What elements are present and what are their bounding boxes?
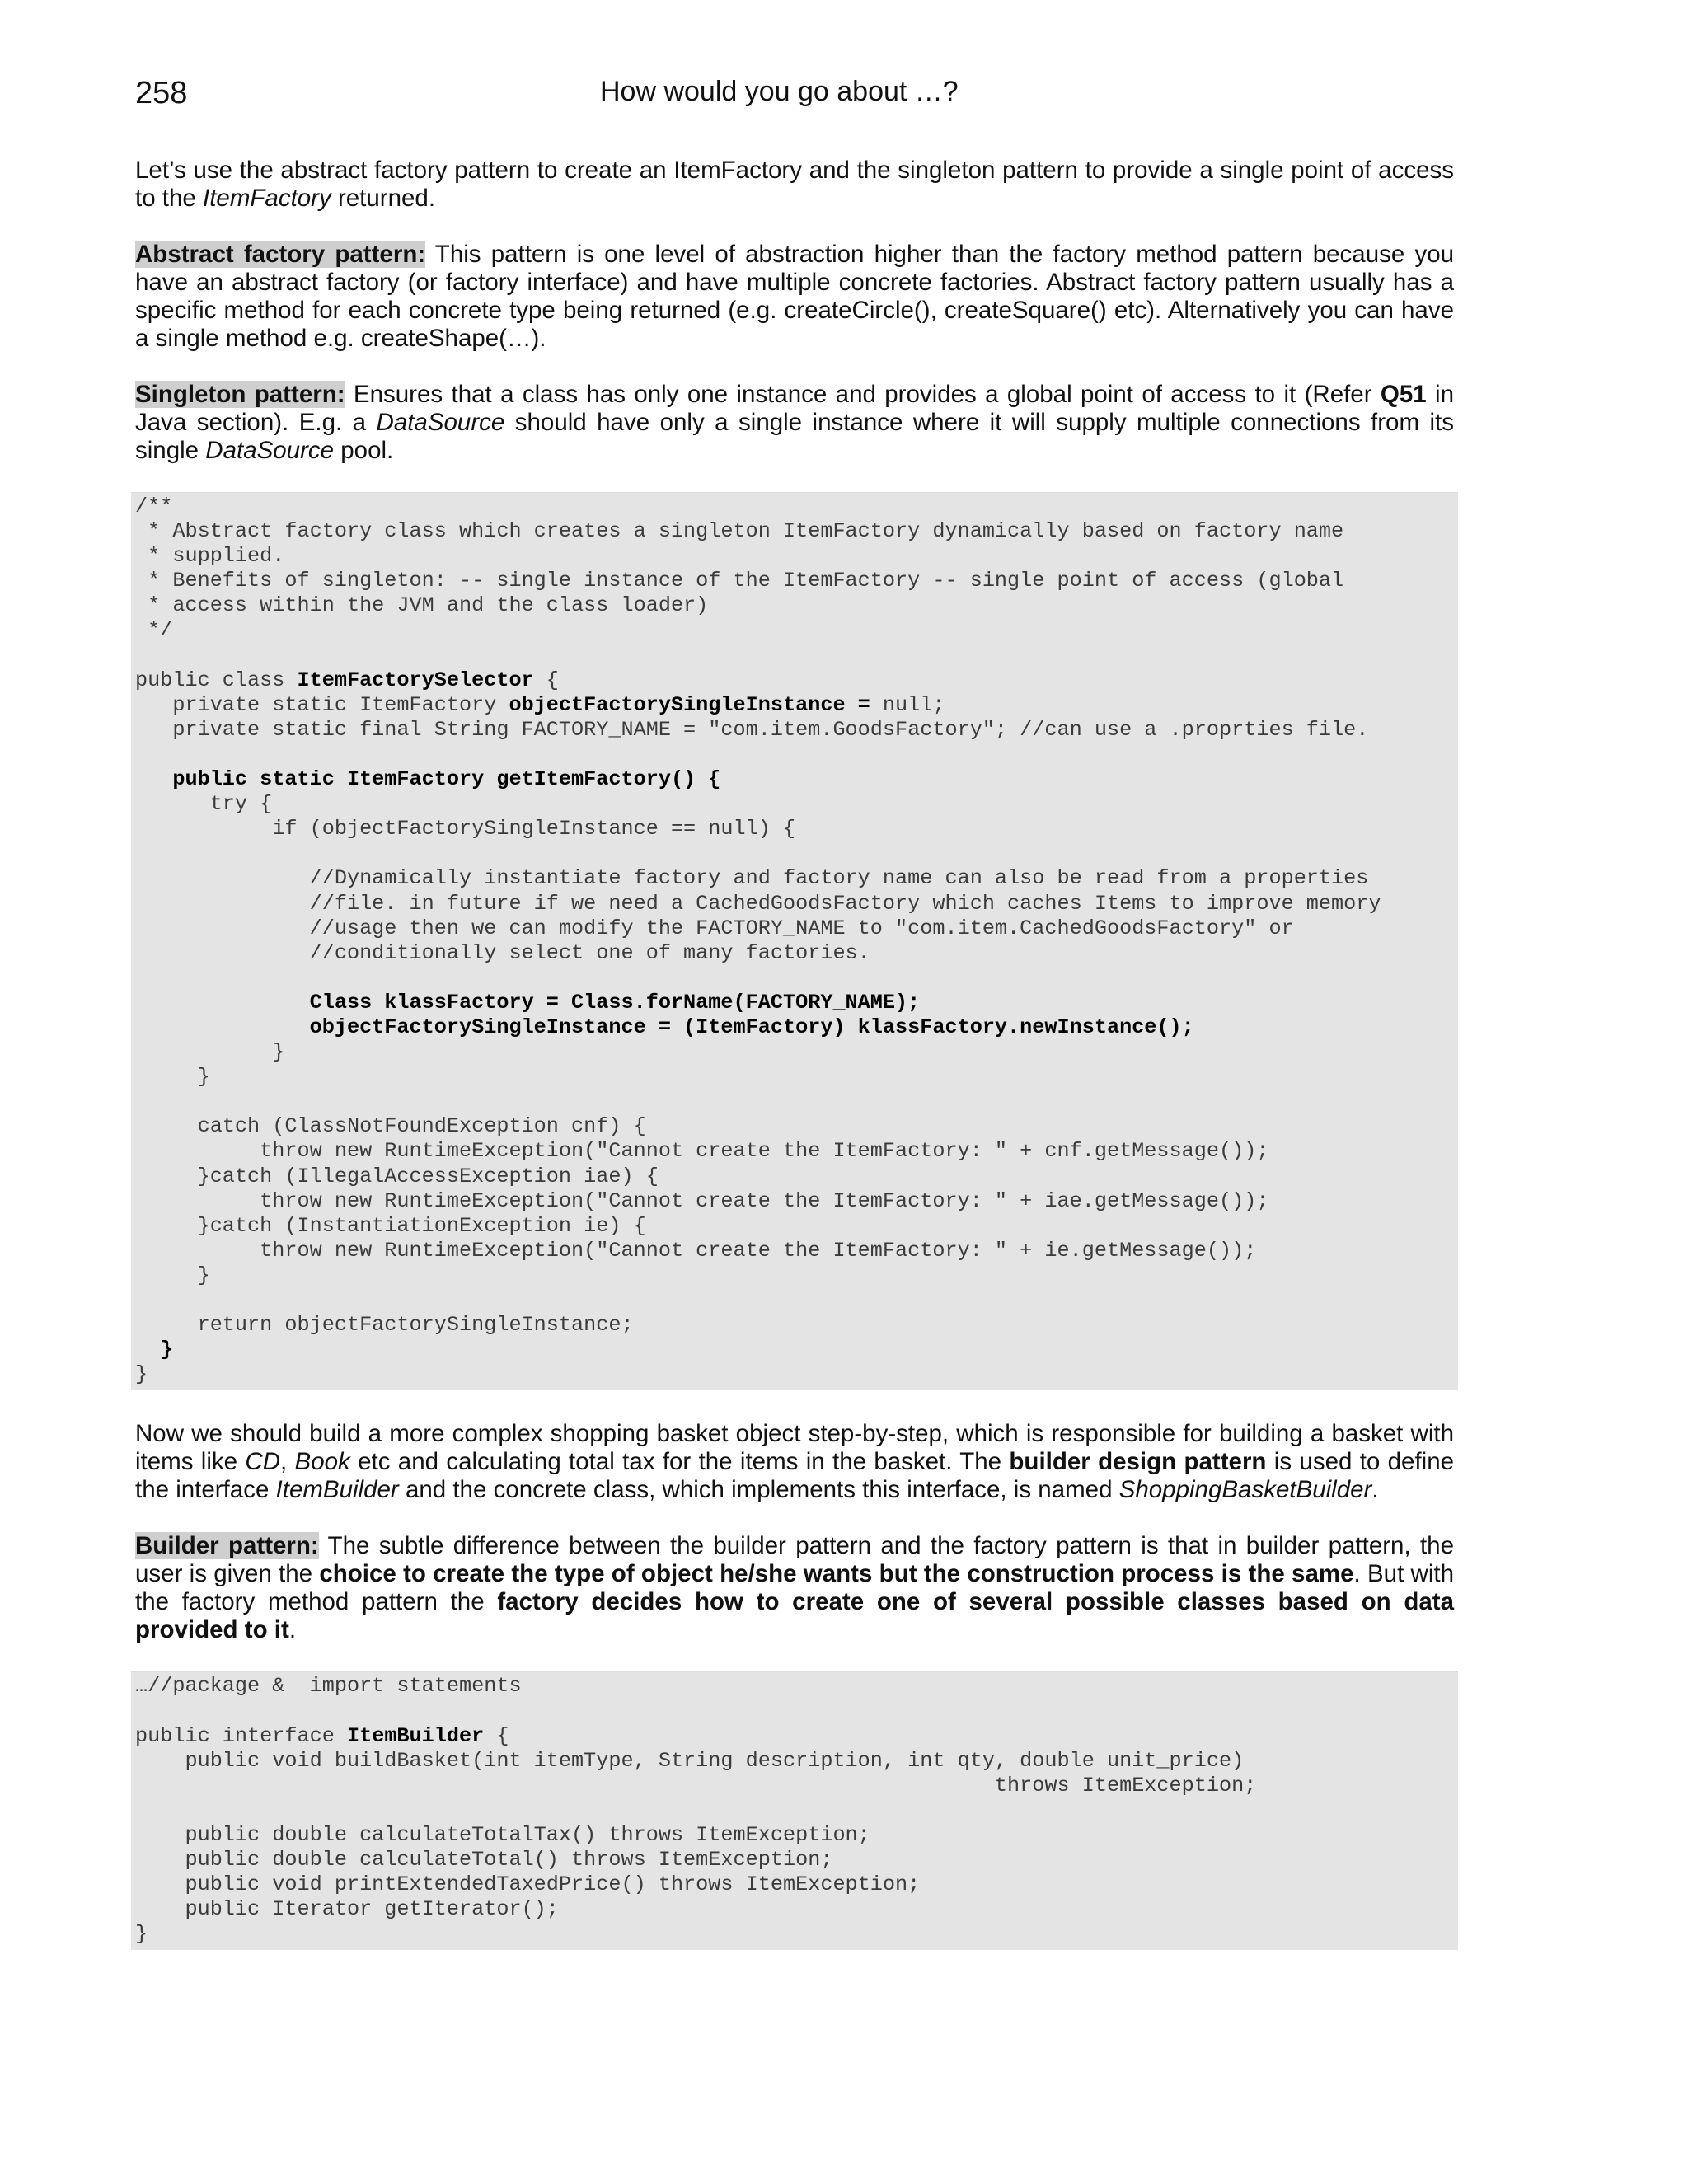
page-number: 258 <box>135 76 188 110</box>
abstract-factory-label: Abstract factory pattern: <box>135 241 426 268</box>
item-builder-code: …//package & import statements public interface ItemBuilder { public void buildBasket(int itemType, String description, int qty, double unit_price) throws ItemException; public double calculateTotalTax() throws ItemException; public double calculateTotal() throws ItemException; public void printExtendedTaxedPrice() throws ItemException; public Iterator getIterator(); } <box>131 1671 1458 1950</box>
singleton-paragraph: Singleton pattern: Ensures that a class has only one instance and provides a global point of access to it (Refer Q51 in Java section). E.g. a DataSource should have only a single instance where it will supply multiple connections from its single DataSource pool. <box>135 381 1454 464</box>
page-content <box>135 157 1454 1950</box>
abstract-factory-paragraph: Abstract factory pattern: This pattern is one level of abstraction higher than the factory method pattern because you have an abstract factory (or factory interface) and have multiple concrete factories. Abstract factory pattern usually has a specific method for each concrete type being returned (e.g. createCircle(), createSquare() etc). Alternatively you can have a single method e.g. createShape(…). <box>135 241 1455 352</box>
running-title: How would you go about …? <box>600 76 959 107</box>
builder-paragraph: Builder pattern: The subtle difference between the builder pattern and the factory pattern is that in builder pattern, the user is given the choice to create the type of object he/she wants but the construction process is the same. But with the factory method pattern the factory decides how to create one of several possible classes based on data provided to it. <box>135 1532 1455 1644</box>
singleton-label: Singleton pattern: <box>135 381 345 408</box>
builder-label: Builder pattern: <box>135 1532 319 1560</box>
question-ref: Q51 <box>1380 381 1427 408</box>
item-factory-selector-code: /** * Abstract factory class which creates a singleton ItemFactory dynamically based on factory name * supplied. * Benefits of singleton: -- single instance of the ItemFactory -- single point of access (global * access within the JVM and the class loader) */ public class ItemFactorySelector { private static ItemFactory objectFactorySingleInstance = null; private static final String FACTORY_NAME = "com.item.GoodsFactory"; //can use a .proprties file. public static ItemFactory getItemFactory() { try { if (objectFactorySingleInstance == null) { //Dynamically instantiate factory and factory name can also be read from a properties //file. in future if we need a CachedGoodsFactory which caches Items to improve memory //usage then we can modify the FACTORY_NAME to "com.item.CachedGoodsFactory" or //conditionally select one of many factories. Class klassFactory = Class.forName(FACTORY_NAME); objectFactorySingleInstance = (ItemFactory) klassFactory.newInstance(); } } catch (ClassNotFoundException cnf) { throw new RuntimeException("Cannot create the ItemFactory: " + cnf.getMessage()); }catch (IllegalAccessException iae) { throw new RuntimeException("Cannot create the ItemFactory: " + iae.getMessage()); }catch (InstantiationException ie) { throw new RuntimeException("Cannot create the ItemFactory: " + ie.getMessage()); } return objectFactorySingleInstance; } } <box>131 492 1458 1390</box>
page-header <box>135 76 1454 117</box>
intro-paragraph: Let’s use the abstract factory pattern to create an ItemFactory and the singleton pattern to provide a single point of access to the ItemFactory returned. <box>135 157 1454 212</box>
basket-paragraph: Now we should build a more complex shopping basket object step-by-step, which is responsible for building a basket with items like CD, Book etc and calculating total tax for the items in the basket. The builder design pattern is used to define the interface ItemBuilder and the concrete class, which implements this interface, is named ShoppingBasketBuilder. <box>135 1420 1455 1504</box>
